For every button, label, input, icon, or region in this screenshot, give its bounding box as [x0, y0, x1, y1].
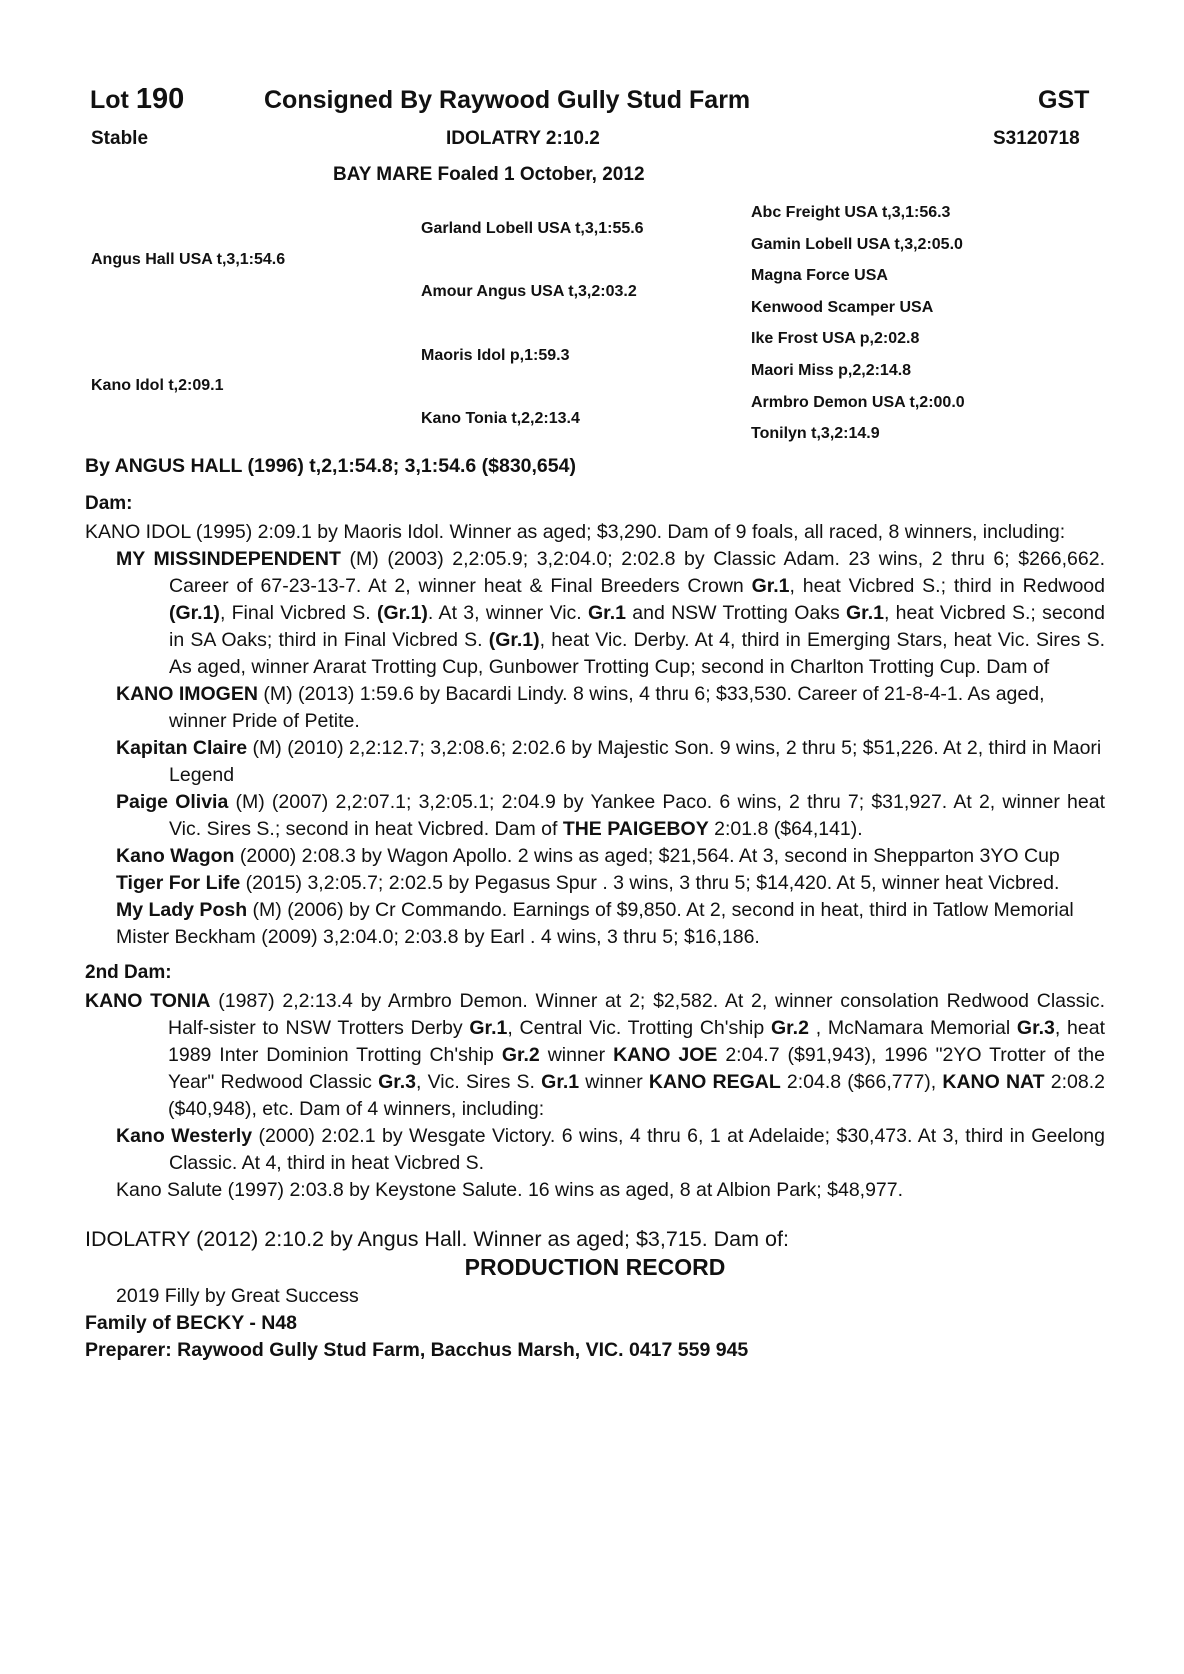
progeny-entry-6: Tiger For Life (2015) 3,2:05.7; 2:02.5 by Pegasus Spur . 3 wins, 3 thru 5; $14,420. At 5, winner heat Vicbred.	[116, 872, 1060, 894]
dam-entry: KANO IDOL (1995) 2:09.1 by Maoris Idol. Winner as aged; $3,290. Dam of 9 foals, all raced, 8 winners, including:	[85, 521, 1066, 543]
pedigree-gen3-1: Abc Freight USA t,3,1:56.3	[751, 204, 951, 221]
catalogue-body	[85, 490, 1105, 1364]
lot-label	[90, 83, 184, 116]
family-line: Family of BECKY - N48	[85, 1312, 298, 1334]
lot-word: Lot	[90, 86, 129, 114]
pedigree-dam-dam: Kano Tonia t,2,2:13.4	[421, 410, 580, 427]
progeny-entry-1: MY MISSINDEPENDENT (M) (2003) 2,2:05.9; 3,2:04.0; 2:02.8 by Classic Adam. 23 wins, 2 thru 6; $266,662. Career of 67-23-13-7. At 2, winner heat & Final Breeders Crown Gr.1, heat Vicbred S.; third in Redwood (Gr.1), Final Vicbred S. (Gr.1). At 3, winner Vic. Gr.1 and NSW Trotting Oaks Gr.1, heat Vicbred S.; second in SA Oaks; third in Final Vicbred S. (Gr.1), heat Vic. Derby. At 4, third in Emerging Stars, heat Vic. Sires S. As aged, winner Ararat Trotting Cup, Gunbower Trotting Cup; second in Charlton Trotting Cup. Dam of	[116, 548, 1105, 678]
pedigree-gen3-3: Magna Force USA	[751, 267, 888, 284]
second-dam-entry: KANO TONIA (1987) 2,2:13.4 by Armbro Demon. Winner at 2; $2,582. At 2, winner consolation Redwood Classic. Half-sister to NSW Trotters Derby Gr.1, Central Vic. Trotting Ch'ship Gr.2 , McNamara Memorial Gr.3, heat 1989 Inter Dominion Trotting Ch'ship Gr.2 winner KANO JOE 2:04.7 ($91,943), 1996 "2YO Trotter of the Year" Redwood Classic Gr.3, Vic. Sires S. Gr.1 winner KANO REGAL 2:04.8 ($66,777), KANO NAT 2:08.2 ($40,948), etc. Dam of 4 winners, including:	[85, 990, 1106, 1120]
second-dam-progeny-1: Kano Westerly (2000) 2:02.1 by Wesgate Victory. 6 wins, 4 thru 6, 1 at Adelaide; $30,473. At 3, third in Geelong Classic. At 4, third in heat Vicbred S.	[116, 1125, 1105, 1174]
pedigree-sire-dam: Amour Angus USA t,3,2:03.2	[421, 283, 637, 300]
pedigree-sire: Angus Hall USA t,3,1:54.6	[91, 251, 286, 268]
horse-description: BAY MARE Foaled 1 October, 2012	[333, 164, 645, 185]
dam-heading: Dam:	[85, 493, 133, 514]
consigned-by: Consigned By Raywood Gully Stud Farm	[264, 86, 751, 114]
pedigree-gen3-4: Kenwood Scamper USA	[751, 299, 934, 316]
pedigree-sire-sire: Garland Lobell USA t,3,1:55.6	[421, 220, 644, 237]
horse-name: IDOLATRY 2:10.2	[446, 128, 600, 149]
progeny-entry-3: Kapitan Claire (M) (2010) 2,2:12.7; 3,2:08.6; 2:02.6 by Majestic Son. 9 wins, 2 thru 5; $51,226. At 2, third in Maori Legend	[116, 737, 1102, 786]
preparer-line: Preparer: Raywood Gully Stud Farm, Bacchus Marsh, VIC. 0417 559 945	[85, 1339, 749, 1361]
second-dam-heading: 2nd Dam:	[85, 962, 172, 983]
progeny-entry-5: Kano Wagon (2000) 2:08.3 by Wagon Apollo. 2 wins as aged; $21,564. At 3, second in Shepparton 3YO Cup	[116, 845, 1060, 867]
pedigree-gen3-6: Maori Miss p,2,2:14.8	[751, 362, 912, 379]
sire-line: By ANGUS HALL (1996) t,2,1:54.8; 3,1:54.6 ($830,654)	[85, 455, 576, 477]
pedigree-dam: Kano Idol t,2:09.1	[91, 377, 224, 394]
idolatry-line: IDOLATRY (2012) 2:10.2 by Angus Hall. Winner as aged; $3,715. Dam of:	[85, 1227, 789, 1251]
second-dam-progeny-2: Kano Salute (1997) 2:03.8 by Keystone Salute. 16 wins as aged, 8 at Albion Park; $48,977.	[116, 1179, 904, 1201]
progeny-name: MY MISSINDEPENDENT	[116, 548, 341, 570]
pedigree-gen3-2: Gamin Lobell USA t,3,2:05.0	[751, 236, 963, 253]
progeny-entry-4: Paige Olivia (M) (2007) 2,2:07.1; 3,2:05.1; 2:04.9 by Yankee Paco. 6 wins, 2 thru 7; $31,927. At 2, winner heat Vic. Sires S.; second in heat Vicbred. Dam of THE PAIGEBOY 2:01.8 ($64,141).	[116, 791, 1105, 840]
progeny-entry-8: Mister Beckham (2009) 3,2:04.0; 2:03.8 by Earl . 4 wins, 3 thru 5; $16,186.	[116, 926, 760, 948]
production-record-heading: PRODUCTION RECORD	[464, 1254, 726, 1280]
production-entry: 2019 Filly by Great Success	[116, 1285, 359, 1307]
pedigree-gen3-5: Ike Frost USA p,2:02.8	[751, 330, 920, 347]
stable-label: Stable	[91, 128, 149, 149]
lot-number: 190	[135, 83, 185, 115]
pedigree-gen3-8: Tonilyn t,3,2:14.9	[751, 425, 880, 442]
pedigree-dam-sire: Maoris Idol p,1:59.3	[421, 347, 570, 364]
brand-number: S3120718	[993, 128, 1080, 149]
pedigree-gen3-7: Armbro Demon USA t,2:00.0	[751, 394, 965, 411]
progeny-entry-7: My Lady Posh (M) (2006) by Cr Commando. Earnings of $9,850. At 2, second in heat, third in Tatlow Memorial	[116, 899, 1074, 921]
progeny-entry-2: KANO IMOGEN (M) (2013) 1:59.6 by Bacardi Lindy. 8 wins, 4 thru 6; $33,530. Career of 21-8-4-1. As aged, winner Pride of Petite.	[116, 683, 1045, 732]
gst-label: GST	[1038, 86, 1090, 114]
